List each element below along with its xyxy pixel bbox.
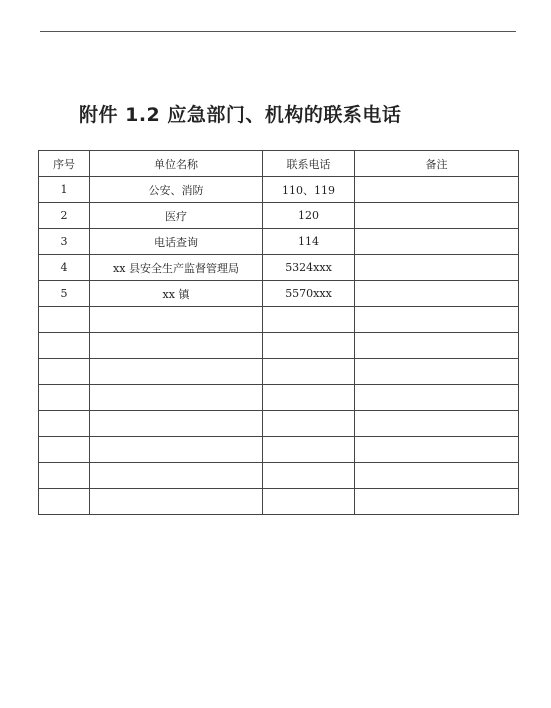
table-row — [39, 229, 519, 255]
cell-index — [39, 411, 90, 437]
cell-phone — [263, 359, 355, 385]
cell-unit-name — [90, 437, 263, 463]
cell-index — [39, 333, 90, 359]
cell-phone — [263, 463, 355, 489]
cell-unit-name: xx 镇 — [90, 281, 263, 307]
table-row — [39, 411, 519, 437]
table-header-row — [39, 151, 519, 177]
header-remarks: 备注 — [355, 151, 519, 177]
cell-remarks — [355, 489, 519, 515]
cell-remarks — [355, 281, 519, 307]
cell-index: 2 — [39, 203, 90, 229]
cell-unit-name — [90, 411, 263, 437]
cell-unit-name — [90, 359, 263, 385]
cell-index: 1 — [39, 177, 90, 203]
table-row — [39, 203, 519, 229]
cell-remarks — [355, 437, 519, 463]
cell-remarks — [355, 203, 519, 229]
cell-phone — [263, 411, 355, 437]
cell-unit-name: xx 县安全生产监督管理局 — [90, 255, 263, 281]
cell-unit-name — [90, 385, 263, 411]
document-title: 附件 1.2 应急部门、机构的联系电话 — [79, 104, 402, 126]
cell-phone — [263, 307, 355, 333]
table-row — [39, 255, 519, 281]
header-index: 序号 — [39, 151, 90, 177]
cell-phone: 114 — [263, 229, 355, 255]
cell-index — [39, 385, 90, 411]
cell-unit-name — [90, 489, 263, 515]
cell-index — [39, 359, 90, 385]
table-row — [39, 463, 519, 489]
header-phone: 联系电话 — [263, 151, 355, 177]
cell-index — [39, 463, 90, 489]
emergency-contacts-table — [38, 150, 519, 515]
cell-index — [39, 307, 90, 333]
cell-phone — [263, 437, 355, 463]
table-row — [39, 281, 519, 307]
table-row — [39, 437, 519, 463]
table-body — [39, 177, 519, 515]
cell-index: 3 — [39, 229, 90, 255]
header-rule — [40, 31, 516, 32]
cell-unit-name — [90, 463, 263, 489]
cell-phone — [263, 333, 355, 359]
header-unit-name: 单位名称 — [90, 151, 263, 177]
cell-remarks — [355, 177, 519, 203]
cell-phone: 120 — [263, 203, 355, 229]
table-row — [39, 333, 519, 359]
cell-unit-name — [90, 307, 263, 333]
cell-phone — [263, 385, 355, 411]
cell-remarks — [355, 307, 519, 333]
table-row — [39, 489, 519, 515]
cell-remarks — [355, 333, 519, 359]
cell-phone — [263, 489, 355, 515]
cell-remarks — [355, 411, 519, 437]
cell-unit-name: 电话查询 — [90, 229, 263, 255]
cell-remarks — [355, 255, 519, 281]
table-row — [39, 307, 519, 333]
cell-remarks — [355, 385, 519, 411]
table-row — [39, 359, 519, 385]
cell-remarks — [355, 359, 519, 385]
cell-phone: 5570xxx — [263, 281, 355, 307]
cell-index: 5 — [39, 281, 90, 307]
cell-index — [39, 437, 90, 463]
cell-remarks — [355, 463, 519, 489]
cell-phone: 5324xxx — [263, 255, 355, 281]
cell-remarks — [355, 229, 519, 255]
cell-phone: 110、119 — [263, 177, 355, 203]
cell-index: 4 — [39, 255, 90, 281]
cell-unit-name — [90, 333, 263, 359]
cell-index — [39, 489, 90, 515]
cell-unit-name: 医疗 — [90, 203, 263, 229]
table-row — [39, 177, 519, 203]
cell-unit-name: 公安、消防 — [90, 177, 263, 203]
table-row — [39, 385, 519, 411]
